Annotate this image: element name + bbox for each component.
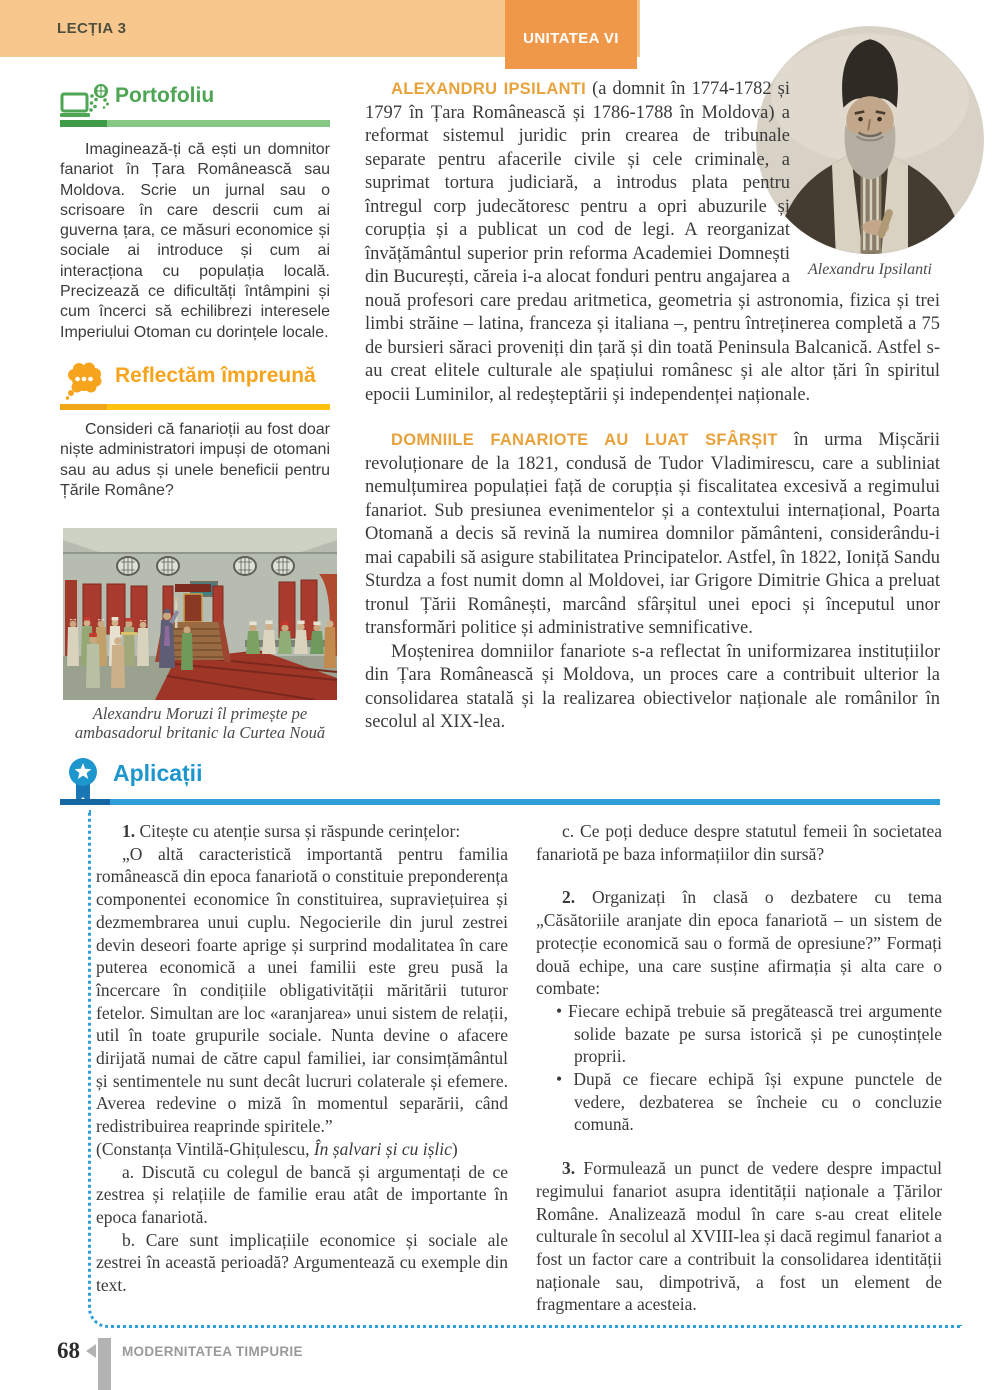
reflectam-paragraph: Consideri că fanarioții au fost doar niște administratori impuși de otomani sau au adus și unele beneficii pentru Țările Române? bbox=[60, 421, 330, 499]
source-close: ) bbox=[451, 1138, 458, 1159]
page-marker-bar bbox=[98, 1338, 111, 1390]
exercise-text: Organizați în clasă o dezbatere cu tema „Căsătoriile aranjate din epoca fanariotă – un sistem de protecție economică sau o formă de opresiune?” Formați două echipe, una care susține afirmația și alta care o combate: bbox=[536, 887, 942, 999]
paragraph-domnii-fanariote bbox=[365, 429, 940, 641]
paragraph-lead: ALEXANDRU IPSILANTI bbox=[391, 80, 587, 98]
exercise-number: 2. bbox=[562, 887, 576, 908]
unit-label: UNITATEA VI bbox=[523, 30, 619, 47]
unit-badge bbox=[505, 0, 637, 69]
paragraph-body: în urma Mișcării revoluționare de la 1821, condusă de Tudor Vladimirescu, care a subliniat nemulțumirea populației față de corupția și fiscalitatea excesivă a regimului fanariot. Sub presiunea evenimentelor și a contextului internațional, Poarta Otomană a decis să revină la numirea domnilor pământeni, considerându-i mai capabili să asigure stabilitatea Principatelor. Astfel, în 1822, Ioniță Sandu Sturdza a fost numit domn al Moldovei, iar Grigore Dimitrie Ghica a preluat tronul Țării Românești, marcând sfârșitul unei epoci și începutul unor transformări politice și administrative semnificative. bbox=[365, 430, 940, 638]
paragraph-body: (a domnit în 1774-1782 și 1797 în Țara Românească și 1786-1788 în Moldova) a reformat sistemul juridic prin crearea de tribunale separate pentru afacerile civile și cele criminale, a suprimat tortura judiciară, a introdus plata pentru întregul corp judecătoresc pentru a opri abuzurile și corupția și a publicat un cod de legi. A reorganizat învățământul superior prin reforma Academiei Domnești din București, căreia i-a alocat fonduri pentru angajarea a nouă profesori care predau aritmetica, geometria și astronomia, fizica și trei limbi străine – latina, franceza și italiana –, pentru întreținerea completă a 75 de bursieri săraci proveniți din țară și din toată Peninsula Balcanică. Astfel s-au creat elitele culturale ale spațiului românesc și ale altor țări în spiritul epocii Luminilor, al redeșteptării și independenței naționale. bbox=[365, 79, 940, 405]
aplicatii-column-left bbox=[96, 820, 508, 1297]
page-marker-icon bbox=[86, 1344, 96, 1358]
portrait-wrap-spacer bbox=[790, 78, 940, 283]
exercise-text: Citește cu atenție sursa și răspunde cerințelor: bbox=[135, 821, 461, 841]
main-text-column bbox=[365, 78, 940, 735]
reflectam-title: Reflectăm împreună bbox=[115, 364, 316, 387]
source-quote: „O altă caracteristică importantă pentru familia românească din epoca fanariotă o constituie preponderența componentei economice în constituirea, supraviețuirea și dezmembrarea unui cuplu. Negocierile din jurul zestrei devin deseori foarte aprige și surprind modalitatea în care puterea economică a unei familii este greu pusă la încercare în condițiile obligativității măritării tuturor fetelor. Simultan are loc «aranjarea» unui sistem de relații, util în toate grupurile sociale. Nunta devine o afacere dirijată numai de către capul familiei, iar consimțământul și sentimentele nu sunt decât lucruri colaterale și efemere. Averea redevine o miză în momentul separării, când redistribuirea reaprinde spiritele.” bbox=[96, 843, 508, 1137]
thought-bubble-icon bbox=[64, 362, 104, 408]
painting-image bbox=[63, 528, 337, 700]
bullet-item: • Fiecare echipă trebuie să pregătească trei argumente solide bazate pe sursa istorică și pe cunoștințele proprii. bbox=[556, 1000, 942, 1068]
page-number: 68 bbox=[57, 1338, 80, 1363]
exercise-text: Formulează un punct de vedere despre impactul regimului fanariot asupra identității naționale a Țărilor Române. Analizează modul în care s-au creat elitele culturale în secolul al XVIII-lea și dacă regimul fanariot a fost un factor care a contribuit la consolidarea identității naționale sau, dimpotrivă, a fost un element de fragmentare a acesteia. bbox=[536, 1158, 942, 1315]
painting-figure bbox=[63, 528, 337, 705]
source-author: (Constanța Vintilă-Ghițulescu, bbox=[96, 1138, 314, 1159]
source-attribution bbox=[96, 1138, 508, 1161]
exercise-1a: a. Discută cu colegul de bancă și argumentați de ce zestrea și relațiile de familie erau atât de importante în epoca fanariotă. bbox=[96, 1161, 508, 1227]
exercise-number: 3. bbox=[562, 1158, 576, 1179]
footer-section-label: MODERNITATEA TIMPURIE bbox=[122, 1344, 303, 1359]
reflectam-text bbox=[60, 420, 330, 501]
portofoliu-text bbox=[60, 140, 330, 343]
exercise-1b: b. Care sunt implicațiile economice și sociale ale zestrei în această perioadă? Argumentează cu exemple din text. bbox=[96, 1229, 508, 1296]
portofoliu-section bbox=[60, 84, 330, 341]
portrait-caption: Alexandru Ipsilanti bbox=[808, 261, 932, 278]
lesson-label: LECȚIA 3 bbox=[57, 20, 127, 37]
paragraph-lead: DOMNIILE FANARIOTE AU LUAT SFÂRȘIT bbox=[391, 431, 778, 449]
aplicatii-rule bbox=[60, 799, 940, 805]
exercise-3 bbox=[536, 1157, 942, 1316]
aplicatii-title: Aplicații bbox=[113, 760, 203, 786]
portofoliu-paragraph: Imaginează-ți că ești un domnitor fanariot în Țara Românească sau Moldova. Scrie un jurnal sau o scrisoare în care descrii cum ai guverna țara, ce măsuri economice și sociale ai introduce și cum ai interacționa cu populația locală. Precizează ce dificultăți întâmpini și cum încerci să echilibrezi interesele Imperiului Otoman cu dorințele locale. bbox=[60, 141, 330, 341]
exercise-1 bbox=[96, 820, 508, 843]
portofoliu-rule bbox=[60, 120, 330, 127]
exercise-2 bbox=[536, 886, 942, 1000]
aplicatii-column-right bbox=[536, 820, 942, 1316]
exercise-number: 1. bbox=[122, 821, 136, 841]
reflectam-rule bbox=[60, 404, 330, 410]
portofoliu-title: Portofoliu bbox=[115, 84, 215, 107]
bullet-item: • După ce fiecare echipă își expune punctele de vedere, dezbaterea se încheie cu o concluzie comună. bbox=[556, 1068, 942, 1136]
painting-caption: Alexandru Moruzi îl primește pe ambasadorul britanic la Curtea Nouă bbox=[74, 704, 326, 742]
paragraph-mostenire: Moștenirea domniilor fanariote s-a reflectat în uniformizarea instituțiilor din Țara Românească și Moldova, un proces care a contribuit ulterior la consolidarea statală și la realizarea obiectivelor naționale ale românilor în secolul al XIX-lea. bbox=[365, 641, 940, 732]
source-title: În șalvari și cu ișlic bbox=[313, 1138, 452, 1159]
aplicatii-section bbox=[88, 810, 962, 1328]
reflectam-section bbox=[60, 360, 330, 510]
exercise-1c: c. Ce poți deduce despre statutul femeii în societatea fanariotă pe baza informațiilor din sursă? bbox=[536, 821, 942, 864]
